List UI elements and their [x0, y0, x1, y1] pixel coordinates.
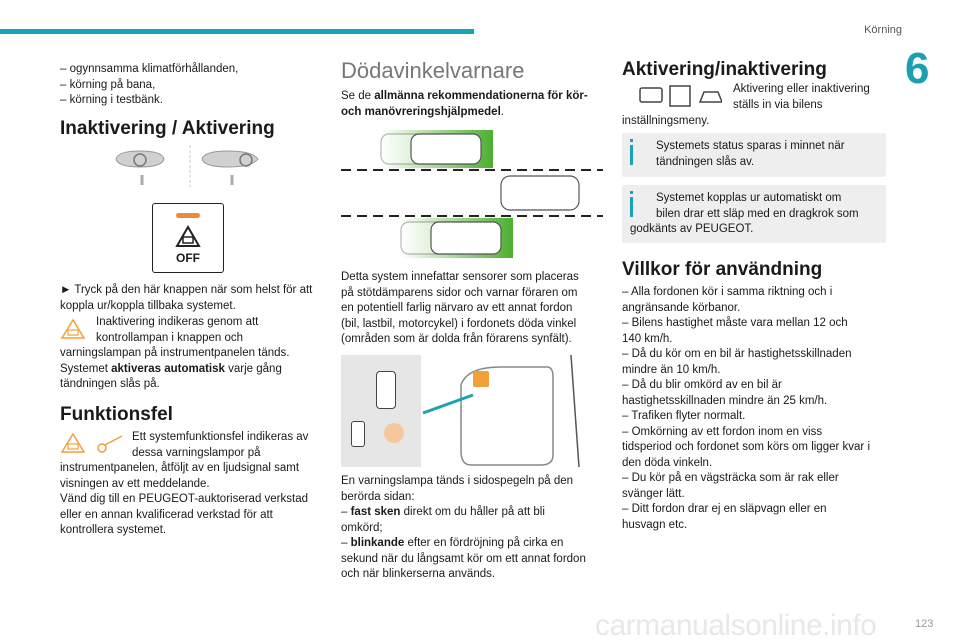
sensor-icon: [351, 421, 365, 447]
bold-text: allmänna rekommendationerna för kör-: [374, 90, 588, 102]
list-item: – Omkörning av ett fordon inom en viss: [622, 425, 823, 438]
bold-text: och manövreringshjälpmedel: [341, 105, 501, 118]
info-icon-bar: [630, 145, 633, 165]
info-text: [656, 139, 845, 170]
bold-text: aktiveras automatisk: [111, 362, 225, 375]
heading-inaktivering: Inaktivering / Aktivering: [60, 118, 275, 139]
text-line: visningen av ett meddelande.: [60, 477, 210, 490]
phone-icon: [376, 371, 396, 409]
info-box-2: [622, 185, 886, 243]
info-icon-bar: [630, 197, 633, 217]
text-line: Vänd dig till en PEUGEOT-auktoriserad verkstad: [60, 493, 309, 505]
info-icon: [630, 139, 633, 142]
off-label: OFF: [176, 251, 200, 265]
list-item: – körning på bana,: [60, 78, 156, 91]
list-item: svänger lätt.: [622, 487, 685, 500]
fel-text: [60, 461, 330, 539]
section-title: Körning: [864, 24, 902, 36]
text-line: bilen drar ett släp med en dragkrok som: [656, 207, 859, 220]
text-line: tändningen slås av.: [656, 155, 755, 168]
text-line: Ett systemfunktionsfel indikeras av: [132, 431, 309, 443]
see-recommendations: [341, 89, 606, 120]
fel-text-indented: [132, 430, 327, 461]
text-span: direkt om du håller på att bli: [400, 506, 545, 518]
text-line: [341, 505, 606, 521]
text-line: ställs in via bilens: [733, 98, 823, 111]
off-button-illustration: [152, 203, 224, 273]
bold-text: fast sken: [350, 506, 401, 518]
heading-villkor: Villkor för användning: [622, 259, 823, 280]
system-description: [341, 270, 606, 348]
list-item: tidsperiod och fordonet som körs om ligger kvar i: [622, 441, 870, 453]
text-line: [341, 89, 606, 105]
text-span: varje gång: [224, 362, 282, 375]
text-span: .: [500, 105, 504, 118]
conditions-list: [622, 285, 888, 533]
text-line: dessa varningslampor på: [132, 446, 261, 459]
heading-aktivering: Aktivering/inaktivering: [622, 59, 827, 80]
text-line: varningslampan på instrumentpanelen tänds.: [60, 347, 290, 359]
text-span: efter en fördröjning på cirka en: [404, 537, 564, 549]
act-text-indented: [733, 82, 883, 113]
text-span: –: [341, 537, 351, 549]
text-line: (bil, lastbil, motorcykel) i fordonets döda vinkel: [341, 317, 577, 330]
text-line: på stötdämparens sidor och varnar föraren om: [341, 286, 578, 299]
text-line: (områden som är dolda från förarens synfält).: [341, 333, 572, 345]
text-line: omkörd;: [341, 521, 383, 534]
header-accent-bar: [0, 29, 474, 34]
text-line: eller en annan kvalificerad verkstad för att: [60, 508, 273, 521]
column-1: [60, 62, 330, 109]
car-bottom: [431, 222, 501, 254]
signal-icon: [384, 423, 404, 443]
text-line: kontrollampan i knappen och: [96, 331, 244, 344]
text-line: Systemets status sparas i minnet när: [656, 140, 845, 152]
heading-funktionsfel: Funktionsfel: [60, 404, 173, 425]
mirror-illustration: [110, 143, 280, 193]
text-line: sekund när du långsamt kör om ett annat fordon: [341, 552, 586, 565]
text-line: instrumentpanelen, åtföljt av en ljudsignal samt: [60, 462, 300, 474]
mirror-warning-lamp: [473, 371, 489, 387]
info-text: [630, 222, 753, 238]
indicator-lamp: [176, 213, 200, 218]
car-middle: [501, 176, 579, 210]
lamp-panel: [341, 355, 421, 467]
lamp-description: [341, 474, 606, 583]
blind-spot-diagram: [341, 128, 603, 262]
text-line: en potentiell farlig närvaro av ett annat fordon: [341, 302, 573, 314]
inakt-text: [60, 346, 330, 393]
info-text: [656, 191, 859, 222]
list-item: – ogynnsamma klimatförhållanden,: [60, 63, 239, 75]
text-line: [60, 362, 330, 378]
list-item: – Alla fordonen kör i samma riktning och i: [622, 286, 833, 298]
text-line: Systemet kopplas ur automatiskt om: [656, 192, 842, 204]
right-mirror-icon: [202, 151, 258, 185]
info-box-1: [622, 133, 886, 177]
list-item: – Du kör på en vägsträcka som är rak eller: [622, 472, 839, 484]
watermark-url: carmanualsonline.info: [595, 609, 877, 642]
left-mirror-icon: [116, 151, 164, 185]
instruction-text: ► Tryck på den här knappen när som helst för att koppla ur/koppla tillbaka systemet.: [60, 284, 313, 312]
text-span: –: [341, 506, 351, 518]
text-span: Se de: [341, 90, 375, 102]
list-item: 140 km/h.: [622, 332, 673, 345]
text-line: Inaktivering indikeras genom att: [96, 316, 259, 328]
text-line: [341, 536, 606, 552]
text-line: berörda sidan:: [341, 490, 415, 503]
list-item: den döda vinkeln.: [622, 456, 713, 469]
act-text: [622, 114, 882, 130]
info-icon: [630, 191, 633, 194]
list-item: angränsande körbanor.: [622, 301, 741, 314]
side-mirror-illustration: [421, 355, 589, 467]
text-line: godkänts av PEUGEOT.: [630, 223, 754, 235]
list-item: – Ditt fordon drar ej en släpvagn eller en: [622, 503, 827, 515]
list-item: – Bilens hastighet måste vara mellan 12 och: [622, 317, 848, 329]
heading-dodavinkel: Dödavinkelvarnare: [341, 58, 525, 83]
text-line: kontrollera systemet.: [60, 524, 167, 536]
text-line: [341, 105, 606, 121]
list-item: – Då du kör om en bil är hastighetsskillnaden: [622, 348, 852, 360]
list-item: mindre än 10 km/h.: [622, 363, 721, 376]
text-line: tändningen slås på.: [60, 378, 160, 390]
bold-text: blinkande: [350, 537, 405, 549]
settings-menu-icons: [622, 84, 722, 110]
text-span: Systemet: [60, 362, 112, 375]
fault-warning-icons: [60, 432, 130, 456]
text-line: Aktivering eller inaktivering: [733, 83, 870, 95]
chapter-number: 6: [905, 44, 930, 93]
text-line: Detta system innefattar sensorer som placeras: [341, 271, 579, 283]
text-line: En varningslampa tänds i sidospegeln på den: [341, 475, 574, 487]
text-line: och när blinkerserna används.: [341, 568, 496, 580]
page-number: 123: [915, 618, 934, 630]
list-item: hastighetsskillnaden mindre än 25 km/h.: [622, 394, 828, 407]
inakt-text-indented: [96, 315, 326, 346]
warning-icon: [60, 318, 86, 342]
list-item: – körning i testbänk.: [60, 94, 163, 106]
blind-spot-icon: [173, 224, 203, 250]
column-1-body: [60, 283, 320, 314]
car-top: [411, 134, 481, 164]
list-item: – Då du blir omkörd av en bil är: [622, 379, 782, 391]
list-item: husvagn etc.: [622, 518, 688, 531]
list-item: – Trafiken flyter normalt.: [622, 410, 746, 422]
text-line: inställningsmeny.: [622, 115, 710, 127]
